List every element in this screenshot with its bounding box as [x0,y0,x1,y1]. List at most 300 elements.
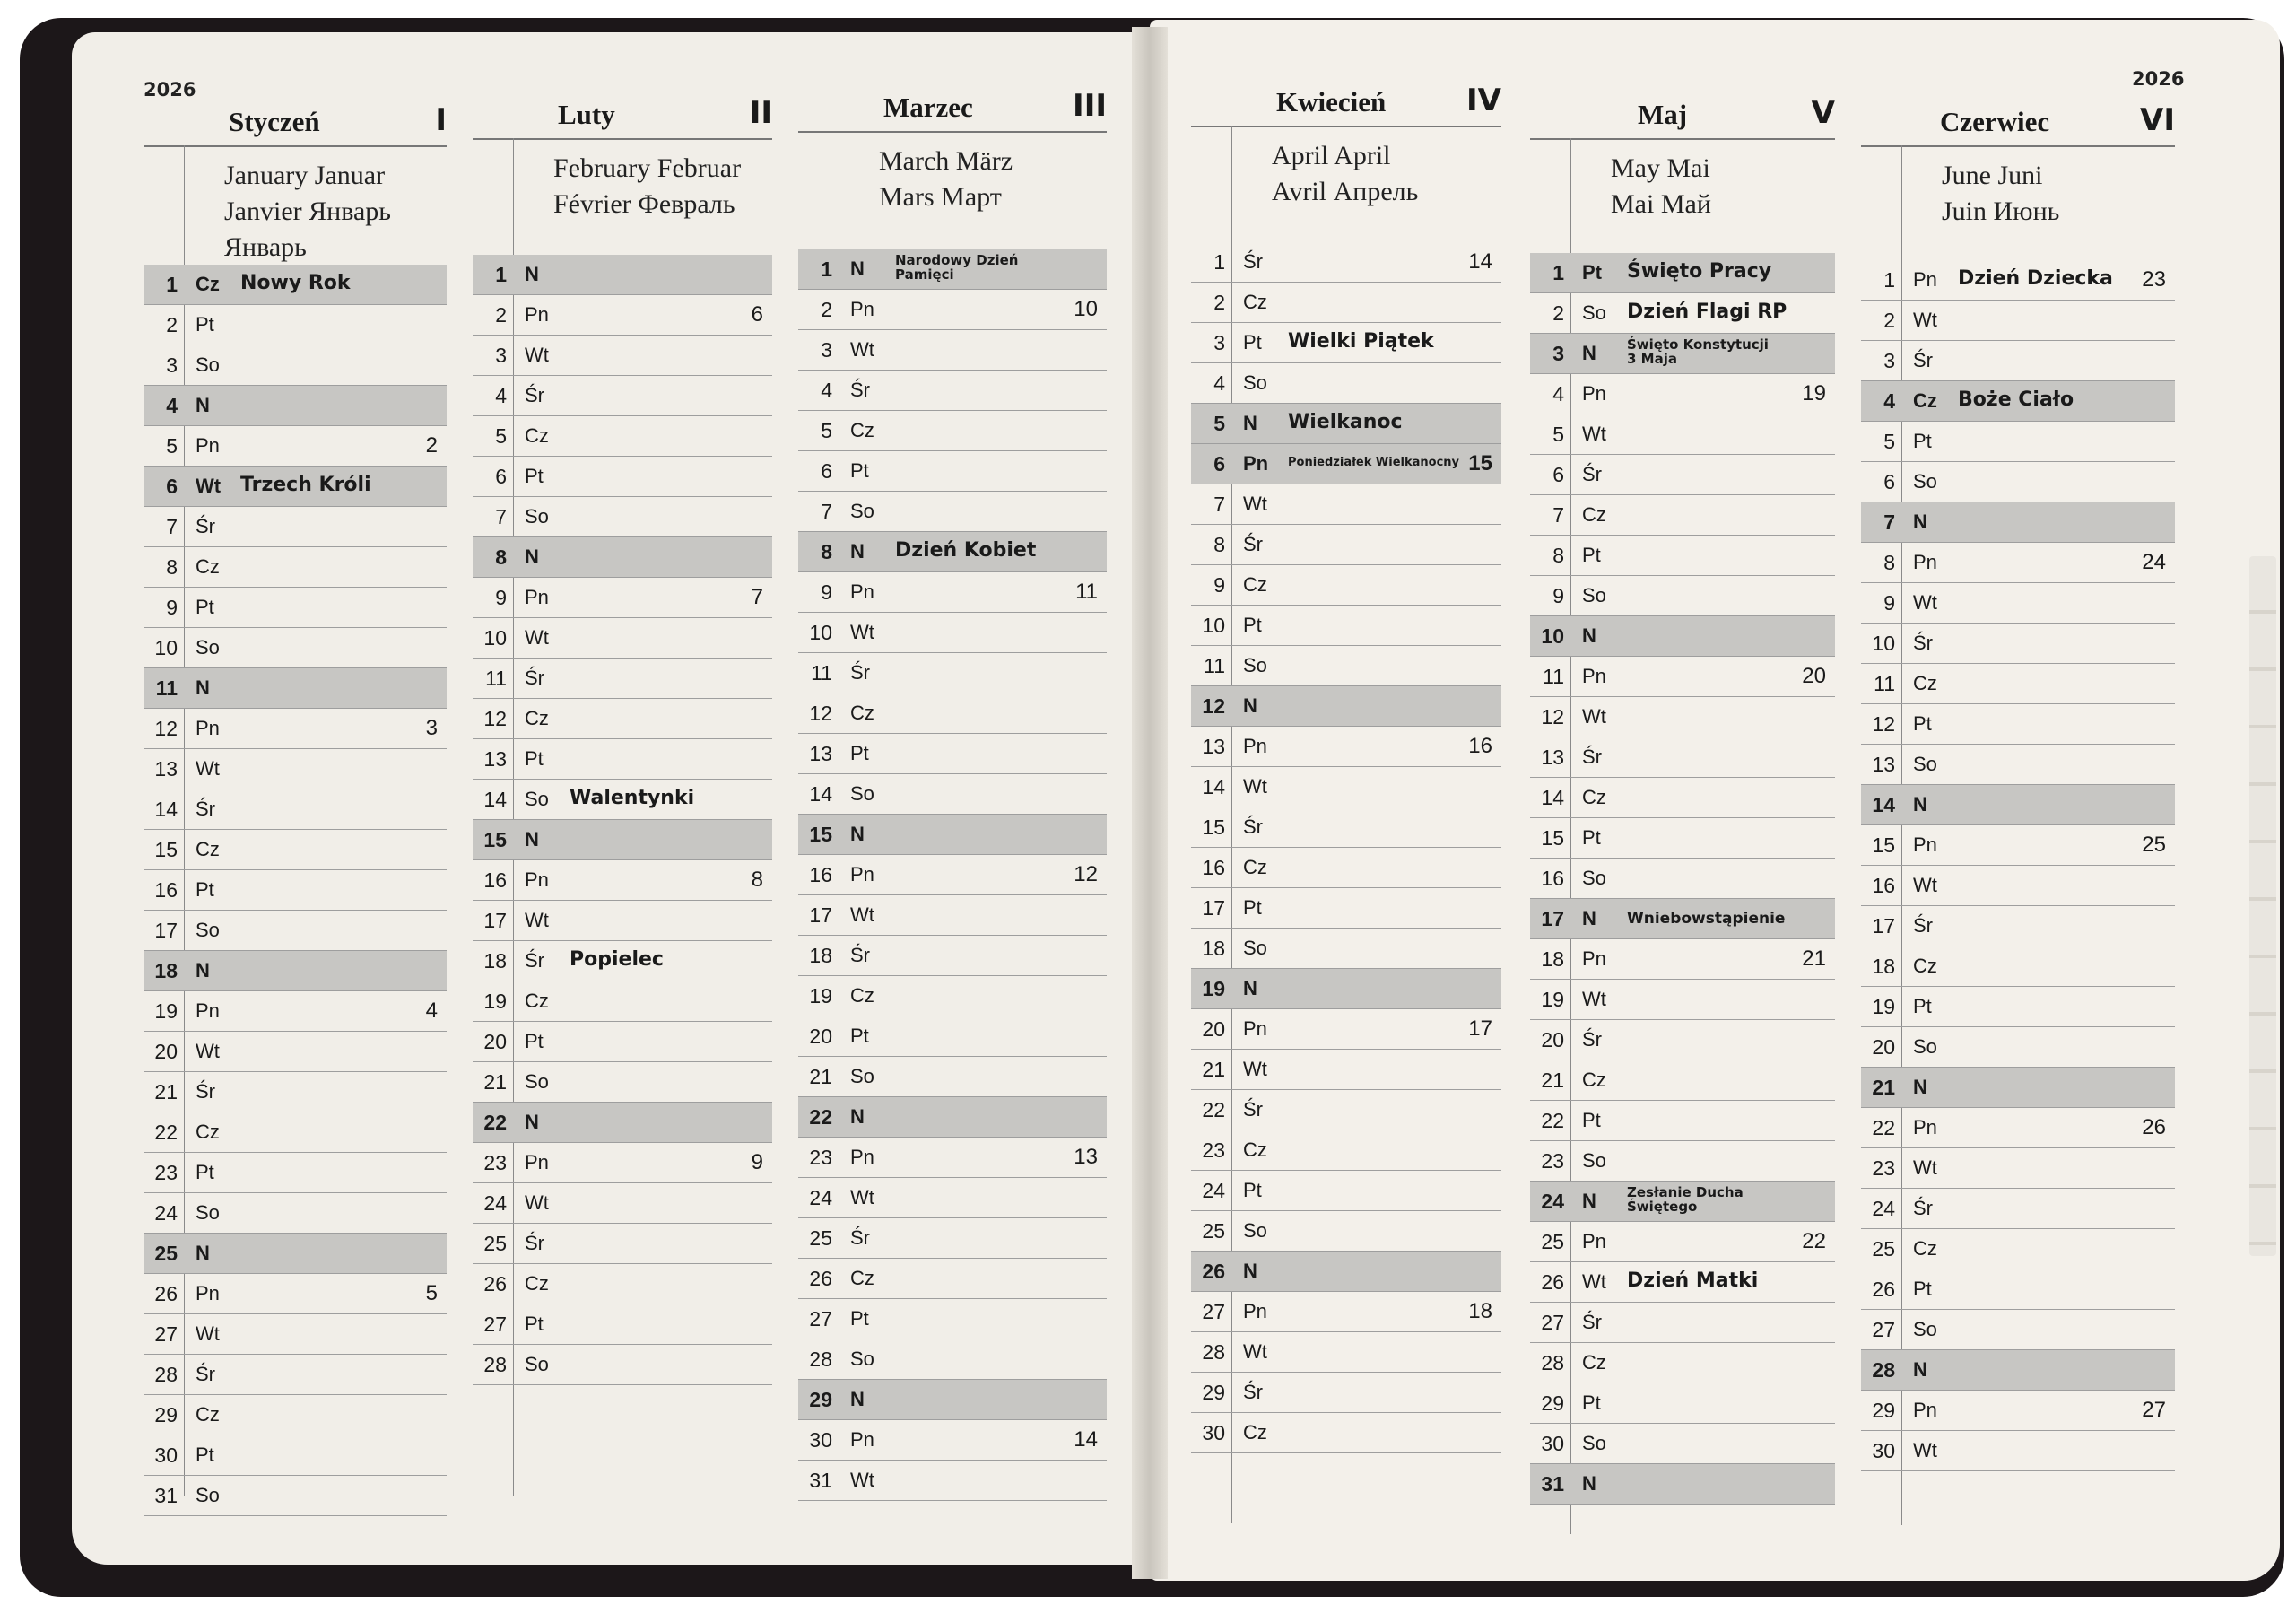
day-row[interactable] [1530,616,1835,657]
day-number: 23 [154,1161,178,1184]
day-number: 21 [1541,1069,1564,1092]
day-number: 27 [154,1322,178,1346]
holiday-label: Boże Ciało [1958,388,2074,411]
day-row[interactable] [473,255,772,295]
day-row[interactable] [798,936,1107,976]
day-number: 3 [1213,331,1225,354]
day-number: 23 [1541,1149,1564,1173]
day-number: 1 [166,273,178,296]
day-row[interactable] [798,1259,1107,1299]
day-row[interactable] [144,668,447,709]
day-row[interactable] [1530,778,1835,818]
day-row[interactable] [144,1476,447,1516]
weekday-abbrev: N [1243,412,1257,434]
day-row[interactable] [1191,444,1501,484]
day-number: 10 [809,621,832,644]
month-column-luty [473,83,772,1496]
day-row[interactable] [144,305,447,345]
day-row[interactable] [1530,536,1835,576]
day-row[interactable] [1191,1009,1501,1050]
day-number: 4 [495,384,507,407]
day-row[interactable] [473,860,772,901]
day-row[interactable] [144,830,447,870]
day-number: 4 [1552,382,1564,406]
day-row[interactable] [473,618,772,659]
holiday-label: Popielec [570,948,664,971]
day-row[interactable] [1861,1310,2175,1350]
day-row[interactable] [1191,606,1501,646]
weekday-abbrev: Wt [1913,309,1937,331]
day-row[interactable] [1530,939,1835,980]
day-number: 9 [166,596,178,619]
day-row[interactable] [473,578,772,618]
day-row[interactable] [1861,704,2175,745]
day-row[interactable] [473,295,772,336]
weekday-abbrev: N [196,676,210,699]
day-row[interactable] [798,1138,1107,1178]
day-row[interactable] [144,1274,447,1314]
day-row[interactable] [798,451,1107,492]
weekday-abbrev: Pt [525,747,544,770]
weekday-abbrev: Cz [850,702,874,724]
day-row[interactable] [144,1153,447,1193]
day-row[interactable] [144,547,447,588]
day-row[interactable] [1861,745,2175,785]
day-row[interactable] [1191,404,1501,444]
day-row[interactable] [473,941,772,981]
day-row[interactable] [798,855,1107,895]
day-row[interactable] [1530,293,1835,334]
day-row[interactable] [1191,848,1501,888]
weekday-abbrev: Cz [196,1121,220,1143]
weekday-abbrev: Pt [1243,331,1262,353]
holiday-label: Narodowy Dzień Pamięci [895,252,1019,283]
month-header [473,83,772,140]
day-row[interactable] [1861,906,2175,946]
day-row[interactable] [144,870,447,911]
day-row[interactable] [144,1435,447,1476]
weekday-abbrev: Pt [525,465,544,487]
day-row[interactable] [473,1224,772,1264]
day-row[interactable] [144,1314,447,1355]
day-row[interactable] [473,1143,772,1183]
weekday-abbrev: Cz [196,838,220,860]
day-row[interactable] [1191,323,1501,363]
day-number: 18 [483,949,507,973]
day-number: 4 [1213,371,1225,395]
day-number: 21 [809,1065,832,1088]
day-row[interactable] [473,699,772,739]
day-row[interactable] [1191,888,1501,929]
day-row[interactable] [1530,576,1835,616]
day-row[interactable] [473,659,772,699]
day-row[interactable] [1191,484,1501,525]
day-row[interactable] [144,749,447,789]
day-row[interactable] [798,330,1107,371]
day-row[interactable] [473,537,772,578]
weekday-abbrev: Wt [1243,775,1267,798]
day-row[interactable] [144,1032,447,1072]
weekday-abbrev: Pn [850,298,874,320]
day-number: 22 [1202,1098,1225,1121]
day-number: 23 [1872,1156,1895,1180]
day-row[interactable] [1530,737,1835,778]
day-row[interactable] [1861,785,2175,825]
day-number: 16 [483,868,507,892]
day-row[interactable] [1191,1373,1501,1413]
day-row[interactable] [1861,543,2175,583]
day-row[interactable] [1530,657,1835,697]
day-row[interactable] [473,780,772,820]
weekday-abbrev: N [196,1242,210,1264]
day-row[interactable] [1191,1211,1501,1252]
day-number: 13 [154,757,178,781]
day-row[interactable] [1191,525,1501,565]
day-row[interactable] [473,497,772,537]
day-row[interactable] [144,628,447,668]
month-roman-numeral: II [749,95,772,131]
day-row[interactable] [798,492,1107,532]
day-number: 6 [495,465,507,488]
day-number: 7 [1552,503,1564,527]
holiday-label: Święto Pracy [1627,260,1772,283]
day-row[interactable] [1530,455,1835,495]
day-row[interactable] [1191,565,1501,606]
weekday-abbrev: So [1243,371,1267,394]
day-row[interactable] [1861,946,2175,987]
day-row[interactable] [798,895,1107,936]
day-row[interactable] [1530,1343,1835,1383]
day-row[interactable] [1530,818,1835,859]
day-number: 5 [1883,430,1895,453]
weekday-abbrev: Pn [1913,551,1937,573]
day-row[interactable] [1191,242,1501,283]
day-number: 16 [154,878,178,902]
day-row[interactable] [1861,1431,2175,1471]
day-row[interactable] [1861,462,2175,502]
day-row[interactable] [473,1183,772,1224]
weekday-abbrev: Pt [196,1161,214,1183]
day-number: 27 [483,1313,507,1336]
day-row[interactable] [144,911,447,951]
day-row[interactable] [1530,1060,1835,1101]
day-row[interactable] [1191,363,1501,404]
month-translations: April April Avril Апрель [1272,141,1419,206]
day-row[interactable] [1530,1020,1835,1060]
weekday-abbrev: Pt [1913,430,1932,452]
day-row[interactable] [798,1461,1107,1501]
day-row[interactable] [1191,969,1501,1009]
day-row[interactable] [1530,1182,1835,1222]
day-number: 14 [154,798,178,821]
day-row[interactable] [798,1016,1107,1057]
page-gutter [1132,27,1168,1579]
day-row[interactable] [798,1218,1107,1259]
day-row[interactable] [1861,1108,2175,1148]
day-row[interactable] [1861,1027,2175,1068]
weekday-abbrev: Śr [1913,632,1933,654]
holiday-label: Wielkanoc [1288,411,1403,433]
day-number: 16 [1872,874,1895,897]
day-row[interactable] [798,1178,1107,1218]
weekday-abbrev: Śr [196,798,215,820]
day-row[interactable] [1861,422,2175,462]
day-number: 2 [1213,291,1225,314]
weekday-abbrev: So [1582,1149,1606,1172]
day-row[interactable] [144,709,447,749]
day-row[interactable] [798,572,1107,613]
day-row[interactable] [798,532,1107,572]
day-row[interactable] [473,1345,772,1385]
day-row[interactable] [798,1299,1107,1339]
day-row[interactable] [1191,1171,1501,1211]
day-row[interactable] [473,376,772,416]
day-row[interactable] [1861,583,2175,624]
day-number: 5 [495,424,507,448]
weekday-abbrev: So [850,1065,874,1087]
day-row[interactable] [1530,1262,1835,1303]
day-row[interactable] [144,467,447,507]
day-number: 13 [1872,753,1895,776]
weekday-abbrev: N [525,1111,539,1133]
day-number: 19 [1872,995,1895,1018]
day-row[interactable] [798,1380,1107,1420]
day-row[interactable] [1861,381,2175,422]
day-row[interactable] [798,815,1107,855]
day-row[interactable] [1861,341,2175,381]
weekday-abbrev: So [525,1070,549,1093]
day-row[interactable] [144,1112,447,1153]
day-row[interactable] [144,789,447,830]
day-row[interactable] [1530,1141,1835,1182]
month-header [1191,70,1501,127]
day-number: 5 [166,434,178,458]
day-number: 22 [809,1105,832,1129]
day-row[interactable] [1861,825,2175,866]
day-row[interactable] [1530,1383,1835,1424]
day-row[interactable] [1861,987,2175,1027]
day-row[interactable] [473,901,772,941]
day-row[interactable] [1530,1464,1835,1505]
day-row[interactable] [1530,859,1835,899]
day-row[interactable] [473,336,772,376]
day-row[interactable] [1530,697,1835,737]
day-row[interactable] [1530,1303,1835,1343]
day-row[interactable] [1530,253,1835,293]
day-row[interactable] [1530,1101,1835,1141]
day-row[interactable] [144,1234,447,1274]
weekday-abbrev: So [1243,1219,1267,1242]
weekday-abbrev: So [850,782,874,805]
day-row[interactable] [144,991,447,1032]
day-row[interactable] [144,951,447,991]
day-row[interactable] [1861,1391,2175,1431]
weekday-abbrev: So [1913,470,1937,493]
day-row[interactable] [798,1057,1107,1097]
week-number: 18 [1468,1299,1492,1323]
day-rows [1191,242,1501,1453]
day-number: 30 [1872,1439,1895,1462]
day-row[interactable] [1861,260,2175,301]
weekday-abbrev: So [1243,654,1267,676]
weekday-abbrev: N [1582,624,1596,647]
index-tabs[interactable] [2249,556,2276,1256]
week-number: 20 [1802,664,1826,688]
holiday-label: Trzech Króli [240,474,371,496]
month-header [798,75,1107,133]
weekday-abbrev: Wt [850,1186,874,1208]
day-row[interactable] [798,1420,1107,1461]
day-number: 23 [809,1146,832,1169]
day-row[interactable] [144,1355,447,1395]
day-row[interactable] [1861,664,2175,704]
weekday-abbrev: Pt [1582,826,1601,849]
weekday-abbrev: Pt [1582,261,1602,283]
day-row[interactable] [1530,1222,1835,1262]
weekday-abbrev: Cz [1582,503,1606,526]
day-row[interactable] [1861,1269,2175,1310]
day-number: 14 [1872,793,1895,816]
day-number: 2 [821,298,832,321]
weekday-abbrev: Pn [850,863,874,885]
day-row[interactable] [1191,1090,1501,1130]
day-row[interactable] [798,290,1107,330]
day-row[interactable] [473,1022,772,1062]
weekday-abbrev: Pt [850,1307,869,1330]
day-row[interactable] [144,588,447,628]
month-translations: March März Mars Март [879,146,1013,212]
day-row[interactable] [1191,1252,1501,1292]
day-number: 8 [166,555,178,579]
day-row[interactable] [1530,899,1835,939]
day-row[interactable] [798,1339,1107,1380]
day-number: 30 [809,1428,832,1452]
weekday-abbrev: Pn [525,1151,549,1173]
day-row[interactable] [1191,1413,1501,1453]
day-number: 12 [483,707,507,730]
day-row[interactable] [1530,1424,1835,1464]
weekday-abbrev: Śr [196,1080,215,1103]
day-row[interactable] [473,1103,772,1143]
day-number: 16 [1202,856,1225,879]
day-number: 22 [1541,1109,1564,1132]
day-row[interactable] [144,386,447,426]
day-number: 30 [154,1444,178,1467]
day-number: 20 [1872,1035,1895,1059]
weekday-abbrev: Cz [1913,389,1937,412]
day-row[interactable] [798,249,1107,290]
weekday-abbrev: Śr [850,379,870,401]
day-row[interactable] [1530,334,1835,374]
day-row[interactable] [473,981,772,1022]
day-number: 21 [483,1070,507,1094]
day-row[interactable] [473,1062,772,1103]
day-number: 9 [1883,591,1895,615]
day-row[interactable] [798,1097,1107,1138]
day-row[interactable] [1861,1068,2175,1108]
weekday-abbrev: Śr [1582,1028,1602,1051]
day-row[interactable] [798,653,1107,693]
day-number: 27 [1541,1311,1564,1334]
day-row[interactable] [1861,866,2175,906]
weekday-abbrev: N [1243,1260,1257,1282]
day-number: 20 [1202,1017,1225,1041]
week-number: 4 [425,999,438,1023]
day-row[interactable] [473,820,772,860]
weekday-abbrev: Śr [1243,1381,1263,1403]
day-row[interactable] [144,345,447,386]
weekday-abbrev: N [1913,1076,1927,1098]
day-row[interactable] [1861,1229,2175,1269]
day-row[interactable] [1191,767,1501,807]
day-row[interactable] [1861,1189,2175,1229]
day-row[interactable] [1530,495,1835,536]
holiday-label: Poniedziałek Wielkanocny [1288,456,1460,469]
day-number: 3 [495,344,507,367]
day-row[interactable] [1530,374,1835,414]
day-row[interactable] [1861,301,2175,341]
day-row[interactable] [1191,727,1501,767]
day-row[interactable] [144,1395,447,1435]
day-row[interactable] [1861,624,2175,664]
day-row[interactable] [1191,283,1501,323]
day-row[interactable] [1191,1292,1501,1332]
day-row[interactable] [1530,980,1835,1020]
day-row[interactable] [1191,807,1501,848]
day-row[interactable] [144,426,447,467]
weekday-abbrev: Cz [196,555,220,578]
day-row[interactable] [1191,1050,1501,1090]
day-row[interactable] [144,265,447,305]
day-row[interactable] [1861,1148,2175,1189]
day-row[interactable] [1530,414,1835,455]
weekday-abbrev: Pt [1582,1109,1601,1131]
day-row[interactable] [1191,646,1501,686]
day-number: 26 [809,1267,832,1290]
day-row[interactable] [1191,1130,1501,1171]
day-row[interactable] [473,739,772,780]
day-row[interactable] [473,457,772,497]
day-row[interactable] [798,411,1107,451]
day-row[interactable] [473,1304,772,1345]
day-row[interactable] [798,613,1107,653]
day-row[interactable] [144,1193,447,1234]
day-row[interactable] [473,1264,772,1304]
weekday-abbrev: N [1582,907,1596,929]
day-number: 25 [809,1226,832,1250]
day-row[interactable] [1191,1332,1501,1373]
weekday-abbrev: Śr [525,949,544,972]
day-row[interactable] [1861,502,2175,543]
day-row[interactable] [798,734,1107,774]
weekday-abbrev: Pn [196,1282,220,1304]
day-row[interactable] [144,507,447,547]
week-number: 22 [1802,1229,1826,1253]
day-row[interactable] [1191,686,1501,727]
day-row[interactable] [798,693,1107,734]
day-row[interactable] [1191,929,1501,969]
weekday-abbrev: Wt [1913,1156,1937,1179]
day-row[interactable] [473,416,772,457]
day-row[interactable] [798,371,1107,411]
day-row[interactable] [144,1072,447,1112]
day-row[interactable] [1861,1350,2175,1391]
year-label-right: 2026 [2132,68,2185,90]
day-row[interactable] [798,774,1107,815]
day-number: 10 [1202,614,1225,637]
month-column-styczen [144,90,447,1507]
day-row[interactable] [798,976,1107,1016]
